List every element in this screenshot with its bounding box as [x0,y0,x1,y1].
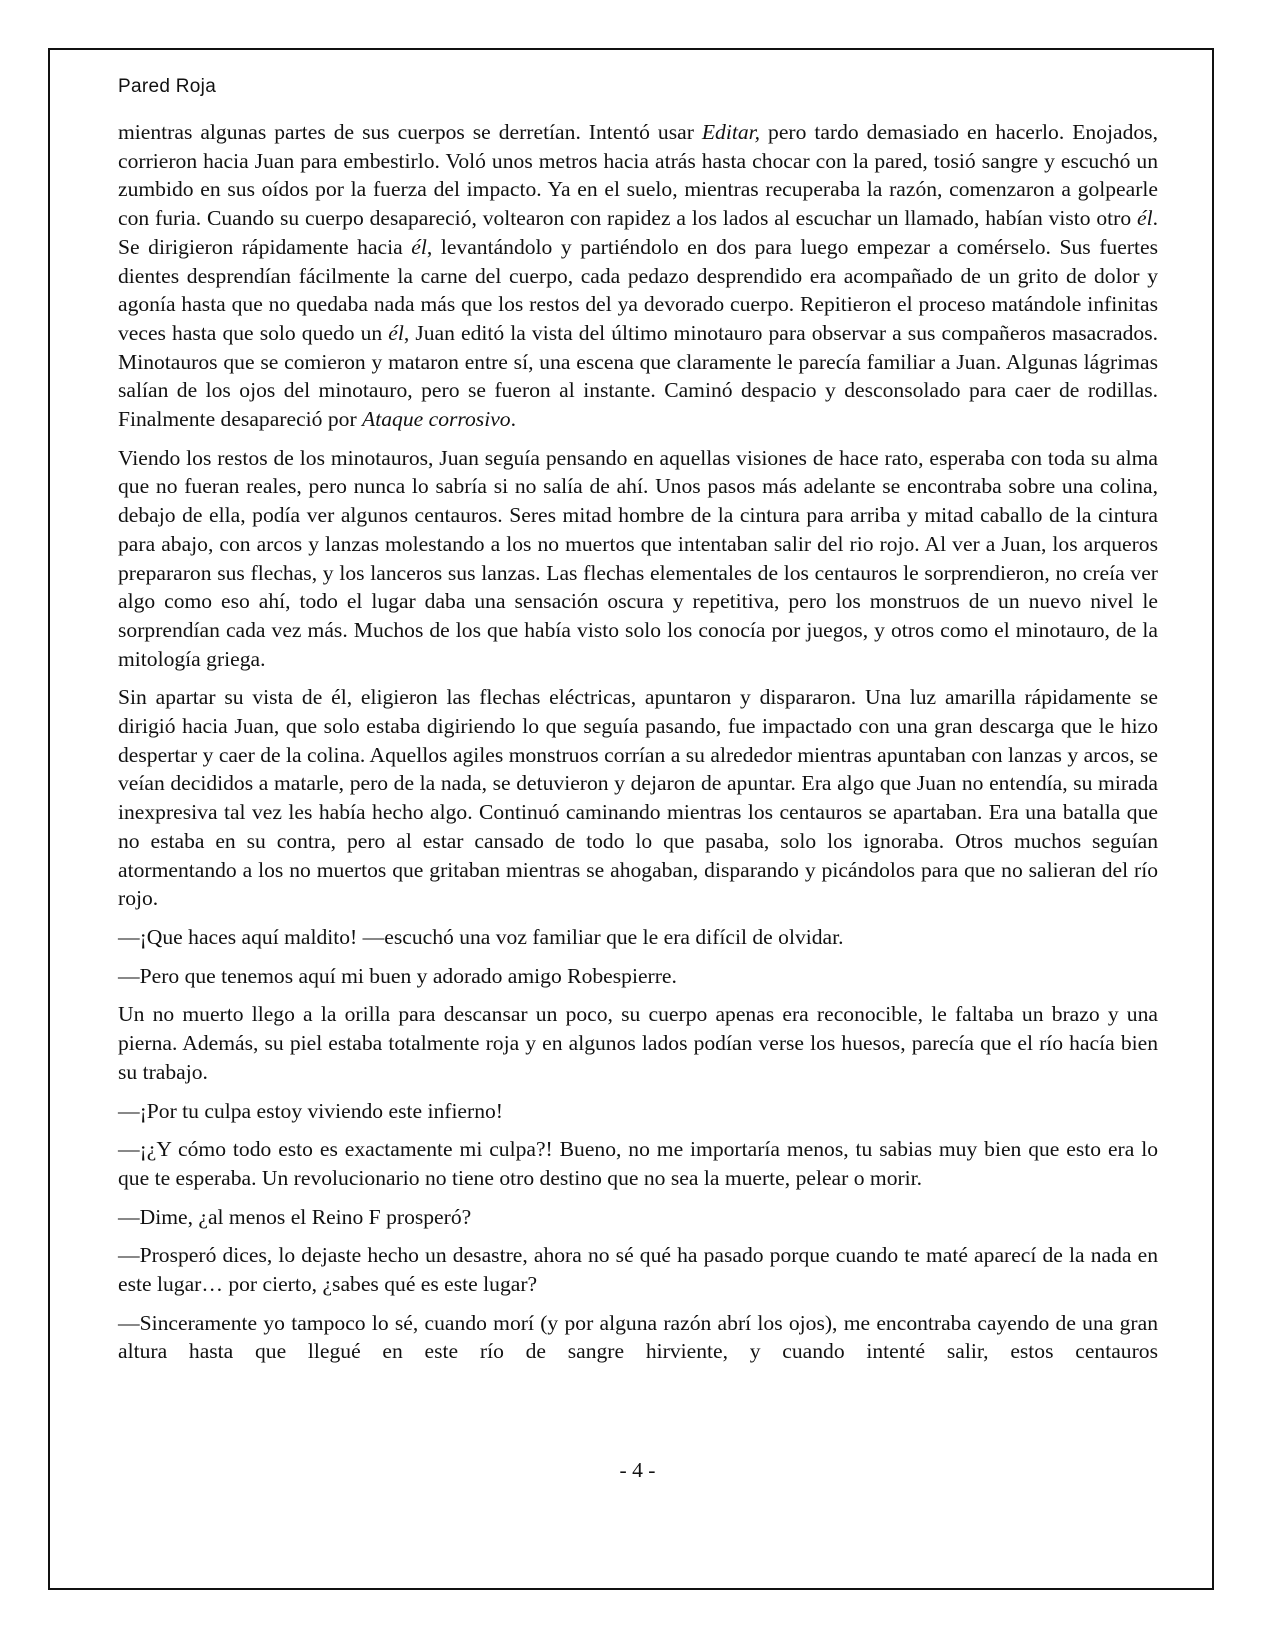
paragraph [118,118,1158,434]
paragraph-text: . Se dirigieron rápidamente hacia [118,206,1158,259]
page-number: - 4 - [619,1458,656,1482]
paragraph [118,1097,1158,1126]
paragraph [118,962,1158,991]
paragraph-text: —Sinceramente yo tampoco lo sé, cuando morí (y por alguna razón abrí los ojos), me encontraba cayendo de una gran altura hasta que llegué en este río de sangre hirviente, y cuando intenté salir, estos centauros [118,1310,1158,1364]
paragraph-text: —¡Por tu culpa estoy viviendo este infierno! [118,1098,503,1123]
paragraph [118,1241,1158,1298]
paragraph-text: —Prosperó dices, lo dejaste hecho un desastre, ahora no sé qué ha pasado porque cuando te maté aparecí de la nada en este lugar… por cierto, ¿sabes qué es este lugar? [118,1243,1158,1297]
paragraph-text: —Dime, ¿al menos el Reino F prosperó? [118,1204,472,1229]
paragraph-text: mientras algunas partes de sus cuerpos se derretían. Intentó usar [118,120,702,144]
paragraph-text: —¡¿Y cómo todo esto es exactamente mi culpa?! Bueno, no me importaría menos, tu sabias muy bien que esto era lo que te esperaba. Un revolucionario no tiene otro destino que no sea la muerte, pelear o morir. [118,1137,1158,1190]
running-header: Pared Roja [118,76,217,97]
paragraph [118,683,1158,913]
italic-term: Ataque corrosivo [362,407,511,432]
paragraph [118,923,1158,952]
paragraph [118,1135,1158,1192]
paragraph [118,1309,1158,1366]
italic-term: él [411,234,427,259]
italic-term: Editar, [701,120,761,144]
paragraph-text: Viendo los restos de los minotauros, Juan seguía pensando en aquellas visiones de hace rato, esperaba con toda su alma que no fueran reales, pero nunca lo sabría si no salía de ahí. Unos pasos más adelante se encontraba sobre una colina, debajo de ella, podía ver algunos centauros. Seres mitad hombre de la cintura para arriba y mitad caballo de la cintura para abajo, con arcos y lanzas molestando a los no muertos que intentaban salir del rio rojo. Al ver a Juan, los arqueros prepararon sus flechas, y los lanceros sus lanzas. Las flechas elementales de los centauros le sorprendieron, no creía ver algo como eso ahí, todo el lugar daba una sensación oscura y repetitiva, pero los monstruos de un nuevo nivel le sorprendían cada vez más. Muchos de los que había visto solo los conocía por juegos, y otros como el minotauro, de la mitología griega. [118,445,1158,671]
paragraph [118,444,1158,674]
body-text [118,118,1158,1376]
paragraph-text: —Pero que tenemos aquí mi buen y adorado amigo Robespierre. [118,963,677,988]
paragraph [118,1000,1158,1086]
paragraph-text: —¡Que haces aquí maldito! —escuchó una voz familiar que le era difícil de olvidar. [118,924,844,949]
paragraph [118,1203,1158,1232]
paragraph-text: pero tardo demasiado en hacerlo. Enojados, corrieron hacia Juan para embestirlo. Voló unos metros hacia atrás hasta chocar con la pared, tosió sangre y escuchó un zumbido en sus oídos por la fuerza del impacto. Ya en el suelo, mientras recuperaba la razón, comenzaron a golpearle con furia. Cuando su cuerpo desapareció, voltearon con rapidez a los lados al escuchar un llamado, habían visto otro [118,120,1158,231]
paragraph-text: , Juan editó la vista del último minotauro para observar a sus compañeros masacrados. Minotauros que se comieron y mataron entre sí, una escena que claramente le parecía familiar a Juan. Algunas lágrimas salían de los ojos del minotauro, pero se fueron al instante. Caminó despacio y desconsolado para caer de rodillas. Finalmente desapareció por [118,320,1158,432]
italic-term: él [1137,206,1153,231]
paragraph-text: Un no muerto llego a la orilla para descansar un poco, su cuerpo apenas era reconocible, le faltaba un brazo y una pierna. Además, su piel estaba totalmente roja y en algunos lados podían verse los huesos, parecía que el río hacía bien su trabajo. [118,1002,1158,1084]
paragraph-text: . [510,407,516,432]
italic-term: él [388,320,404,345]
paragraph-text: , levantándolo y partiéndolo en dos para luego empezar a comérselo. Sus fuertes dientes desprendían fácilmente la carne del cuerpo, cada pedazo desprendido era acompañado de un grito de dolor y agonía hasta que no quedaba nada más que los restos del ya devorado cuerpo. Repitieron el proceso matándole infinitas veces hasta que solo quedo un [118,234,1158,345]
paragraph-text: Sin apartar su vista de él, eligieron las flechas eléctricas, apuntaron y dispararon. Una luz amarilla rápidamente se dirigió hacia Juan, que solo estaba digiriendo lo que seguía pasando, fue impactado con una gran descarga que le hizo despertar y caer de la colina. Aquellos agiles monstruos corrían a su alrededor mientras apuntaban con lanzas y arcos, se veían decididos a matarle, pero de la nada, se detuvieron y dejaron de apuntar. Era algo que Juan no entendía, su mirada inexpresiva tal vez les había hecho algo. Continuó caminando mientras los centauros se apartaban. Era una batalla que no estaba en su contra, pero al estar cansado de todo lo que pasaba, solo los ignoraba. Otros muchos seguían atormentando a los no muertos que gritaban mientras se ahogaban, disparando y picándolos para que no salieran del río rojo. [118,685,1158,911]
